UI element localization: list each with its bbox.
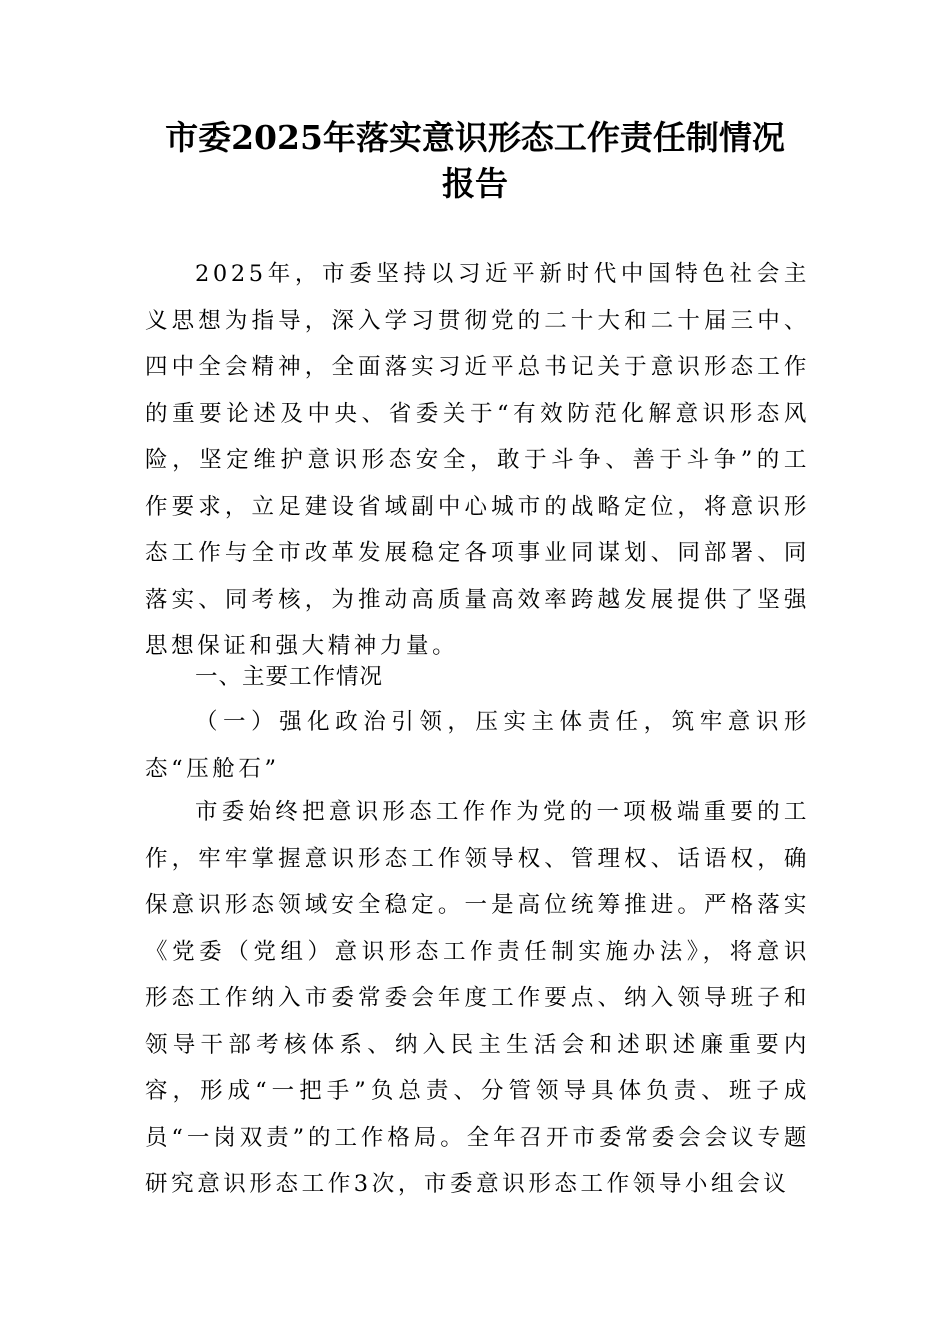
intro-paragraph: 2025年，市委坚持以习近平新时代中国特色社会主义思想为指导，深入学习贯彻党的二十大和二十届三中、四中全会精神，全面落实习近平总书记关于意识形态工作的重要论述及中央、省委关于“有效防范化解意识形态风险，坚定维护意识形态安全，敢于斗争、善于斗争”的工作要求，立足建设省域副中心城市的战略定位，将意识形态工作与全市改革发展稳定各项事业同谋划、同部署、同落实、同考核，为推动高质量高效率跨越发展提供了坚强思想保证和强大精神力量。 [145,261,810,659]
subsection-heading-political-guidance: （一）强化政治引领，压实主体责任，筑牢意识形态“压舱石” [145,709,810,782]
report-title-line-2: 报告 [442,164,508,203]
body-paragraph-responsibility: 市委始终把意识形态工作作为党的一项极端重要的工作，牢牢掌握意识形态工作领导权、管理权、话语权，确保意识形态领域安全稳定。一是高位统筹推进。严格落实《党委（党组）意识形态工作责任制实施办法》，将意识形态工作纳入市委常委会年度工作要点、纳入领导班子和领导干部考核体系、纳入民主生活会和述职述廉重要内容，形成“一把手”负总责、分管领导具体负责、班子成员“一岗双责”的工作格局。全年召开市委常委会会议专题研究意识形态工作3次，市委意识形态工作领导小组会议 [145,799,810,1197]
report-title-line-1: 市委2025年落实意识形态工作责任制情况 [165,118,785,157]
section-heading-main-work: 一、主要工作情况 [195,664,384,690]
